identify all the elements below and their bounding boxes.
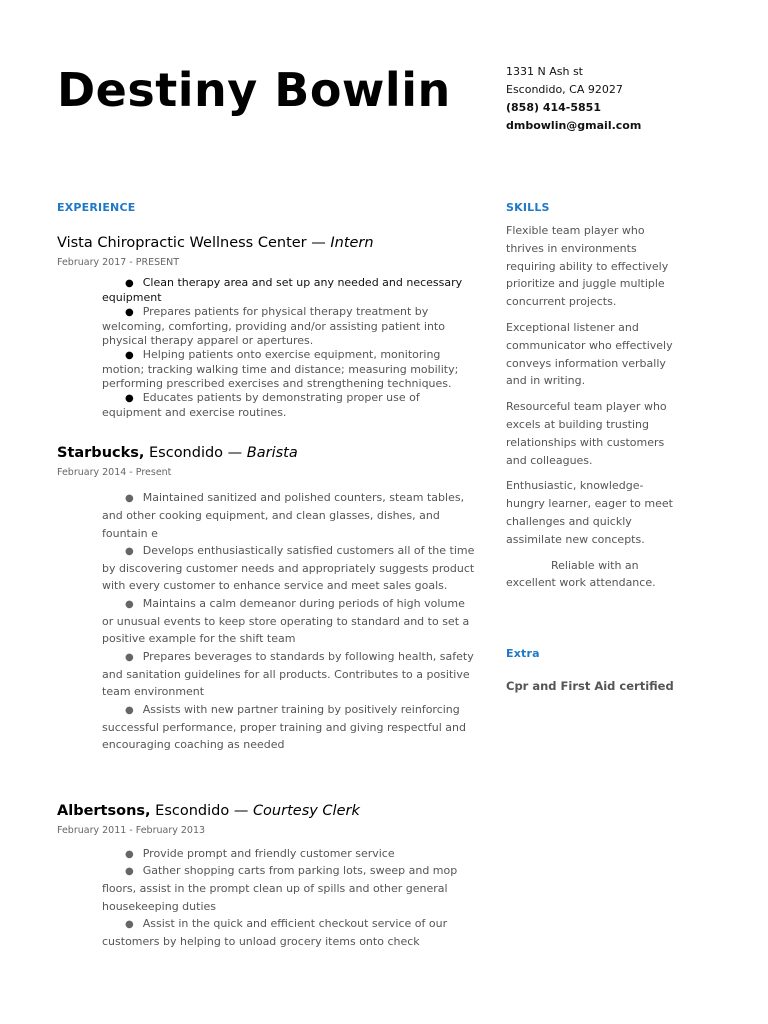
- bullet-icon: ●: [125, 350, 134, 361]
- job-entry: [57, 233, 477, 420]
- bullet-item: [102, 542, 477, 595]
- company-name: Vista Chiropractic Wellness Center: [57, 235, 307, 251]
- job-role: Intern: [330, 235, 374, 251]
- bullet-text: Maintains a calm demeanor during periods of high volume or unusual events to keep store operating to standard and to set a positive example for the shift team: [102, 596, 470, 646]
- bullet-icon: ●: [125, 393, 134, 404]
- title-separator: —: [306, 235, 331, 251]
- job-bullets: [102, 847, 477, 950]
- bullet-icon: ●: [125, 493, 134, 504]
- bullet-item: [102, 915, 477, 951]
- company-name: Starbucks,: [57, 445, 145, 461]
- bullet-icon: ●: [125, 278, 134, 289]
- title-separator: —: [223, 445, 247, 461]
- bullet-text: Clean therapy area and set up any needed and necessary equipment: [102, 276, 463, 304]
- email-address: dmbowlin@gmail.com: [506, 119, 642, 132]
- skill-item: Reliable with an excellent work attendance.: [506, 558, 656, 590]
- bullet-text: Educates patients by demonstrating proper use of equipment and exercise routines.: [102, 391, 420, 419]
- bullet-item: [102, 648, 477, 701]
- bullet-text: Provide prompt and friendly customer service: [142, 847, 395, 860]
- contact-info: [506, 63, 641, 135]
- job-bullets: [102, 276, 477, 420]
- job-entry: [57, 443, 477, 753]
- bullet-icon: ●: [125, 598, 134, 610]
- bullet-icon: ●: [125, 866, 134, 877]
- skills-list: [506, 222, 678, 600]
- bullet-item: [102, 348, 477, 391]
- job-title: [57, 443, 477, 463]
- address-line-2: Escondido, CA 92027: [506, 83, 623, 96]
- job-role: Courtesy Clerk: [252, 803, 360, 819]
- company-location: Escondido: [144, 445, 224, 461]
- skills-heading: SKILLS: [506, 201, 550, 214]
- title-separator: —: [229, 803, 253, 819]
- bullet-icon: ●: [125, 918, 134, 930]
- job-entry: [57, 801, 477, 950]
- bullet-item: [102, 276, 477, 305]
- address-line-1: 1331 N Ash st: [506, 65, 583, 78]
- bullet-text: Assist in the quick and efficient checkout service of our customers by helping to unload grocery items onto check: [102, 916, 448, 949]
- phone-number: (858) 414-5851: [506, 101, 601, 114]
- bullet-text: Helping patients onto exercise equipment, monitoring motion; tracking walking time and distance; measuring mobility; performing prescribed exercises and strengthening techniques.: [102, 348, 459, 390]
- skill-item: Flexible team player who thrives in environments requiring ability to effectively prioritize and juggle multiple concurrent projects.: [506, 224, 669, 309]
- job-dates: February 2011 - February 2013: [57, 825, 206, 836]
- experience-heading: EXPERIENCE: [57, 201, 136, 214]
- bullet-item: [102, 489, 477, 542]
- bullet-item: [102, 847, 477, 862]
- candidate-name: Destiny Bowlin: [57, 63, 451, 117]
- company-location: Escondido: [150, 803, 230, 819]
- bullet-item: [102, 305, 477, 348]
- bullet-item: [102, 862, 477, 915]
- bullet-icon: ●: [125, 307, 134, 318]
- skill-item: Exceptional listener and communicator who effectively conveys information verbally and in writing.: [506, 320, 673, 388]
- company-name: Albertsons,: [57, 803, 151, 819]
- skill-item: Enthusiastic, knowledge-hungry learner, eager to meet challenges and quickly assimilate new concepts.: [506, 479, 673, 546]
- job-role: Barista: [246, 445, 298, 461]
- bullet-item: [102, 391, 477, 420]
- skill-item: Resourceful team player who excels at building trusting relationships with customers and colleagues.: [506, 400, 667, 467]
- bullet-icon: ●: [125, 704, 134, 716]
- bullet-text: Gather shopping carts from parking lots, sweep and mop floors, assist in the prompt clean up of spills and other general housekeeping duties: [102, 864, 458, 913]
- bullet-text: Develops enthusiastically satisfied customers all of the time by discovering customer needs and appropriately suggests product with every customer to enhance service and meet sales goals.: [102, 543, 475, 593]
- job-title: [57, 801, 477, 821]
- bullet-text: Prepares patients for physical therapy treatment by welcoming, comforting, providing and/or assisting patient into physical therapy apparel or apertures.: [102, 305, 445, 347]
- bullet-icon: ●: [125, 651, 134, 663]
- bullet-text: Maintained sanitized and polished counters, steam tables, and other cooking equipment, and clean glasses, dishes, and fountain e: [102, 491, 465, 540]
- extra-certification: Cpr and First Aid certified: [506, 679, 674, 693]
- extra-heading: Extra: [506, 647, 540, 660]
- bullet-text: Prepares beverages to standards by following health, safety and sanitation guidelines for all products. Contributes to a positive team environment: [102, 649, 474, 699]
- bullet-item: [102, 701, 477, 754]
- bullet-item: [102, 595, 477, 648]
- bullet-text: Assists with new partner training by positively reinforcing successful performance, proper training and giving respectful and encouraging coaching as needed: [102, 702, 466, 752]
- job-bullets: [102, 489, 477, 753]
- job-dates: February 2017 - PRESENT: [57, 257, 180, 268]
- bullet-icon: ●: [125, 849, 134, 860]
- bullet-icon: ●: [125, 545, 134, 557]
- job-title: [57, 233, 477, 253]
- job-dates: February 2014 - Present: [57, 467, 172, 478]
